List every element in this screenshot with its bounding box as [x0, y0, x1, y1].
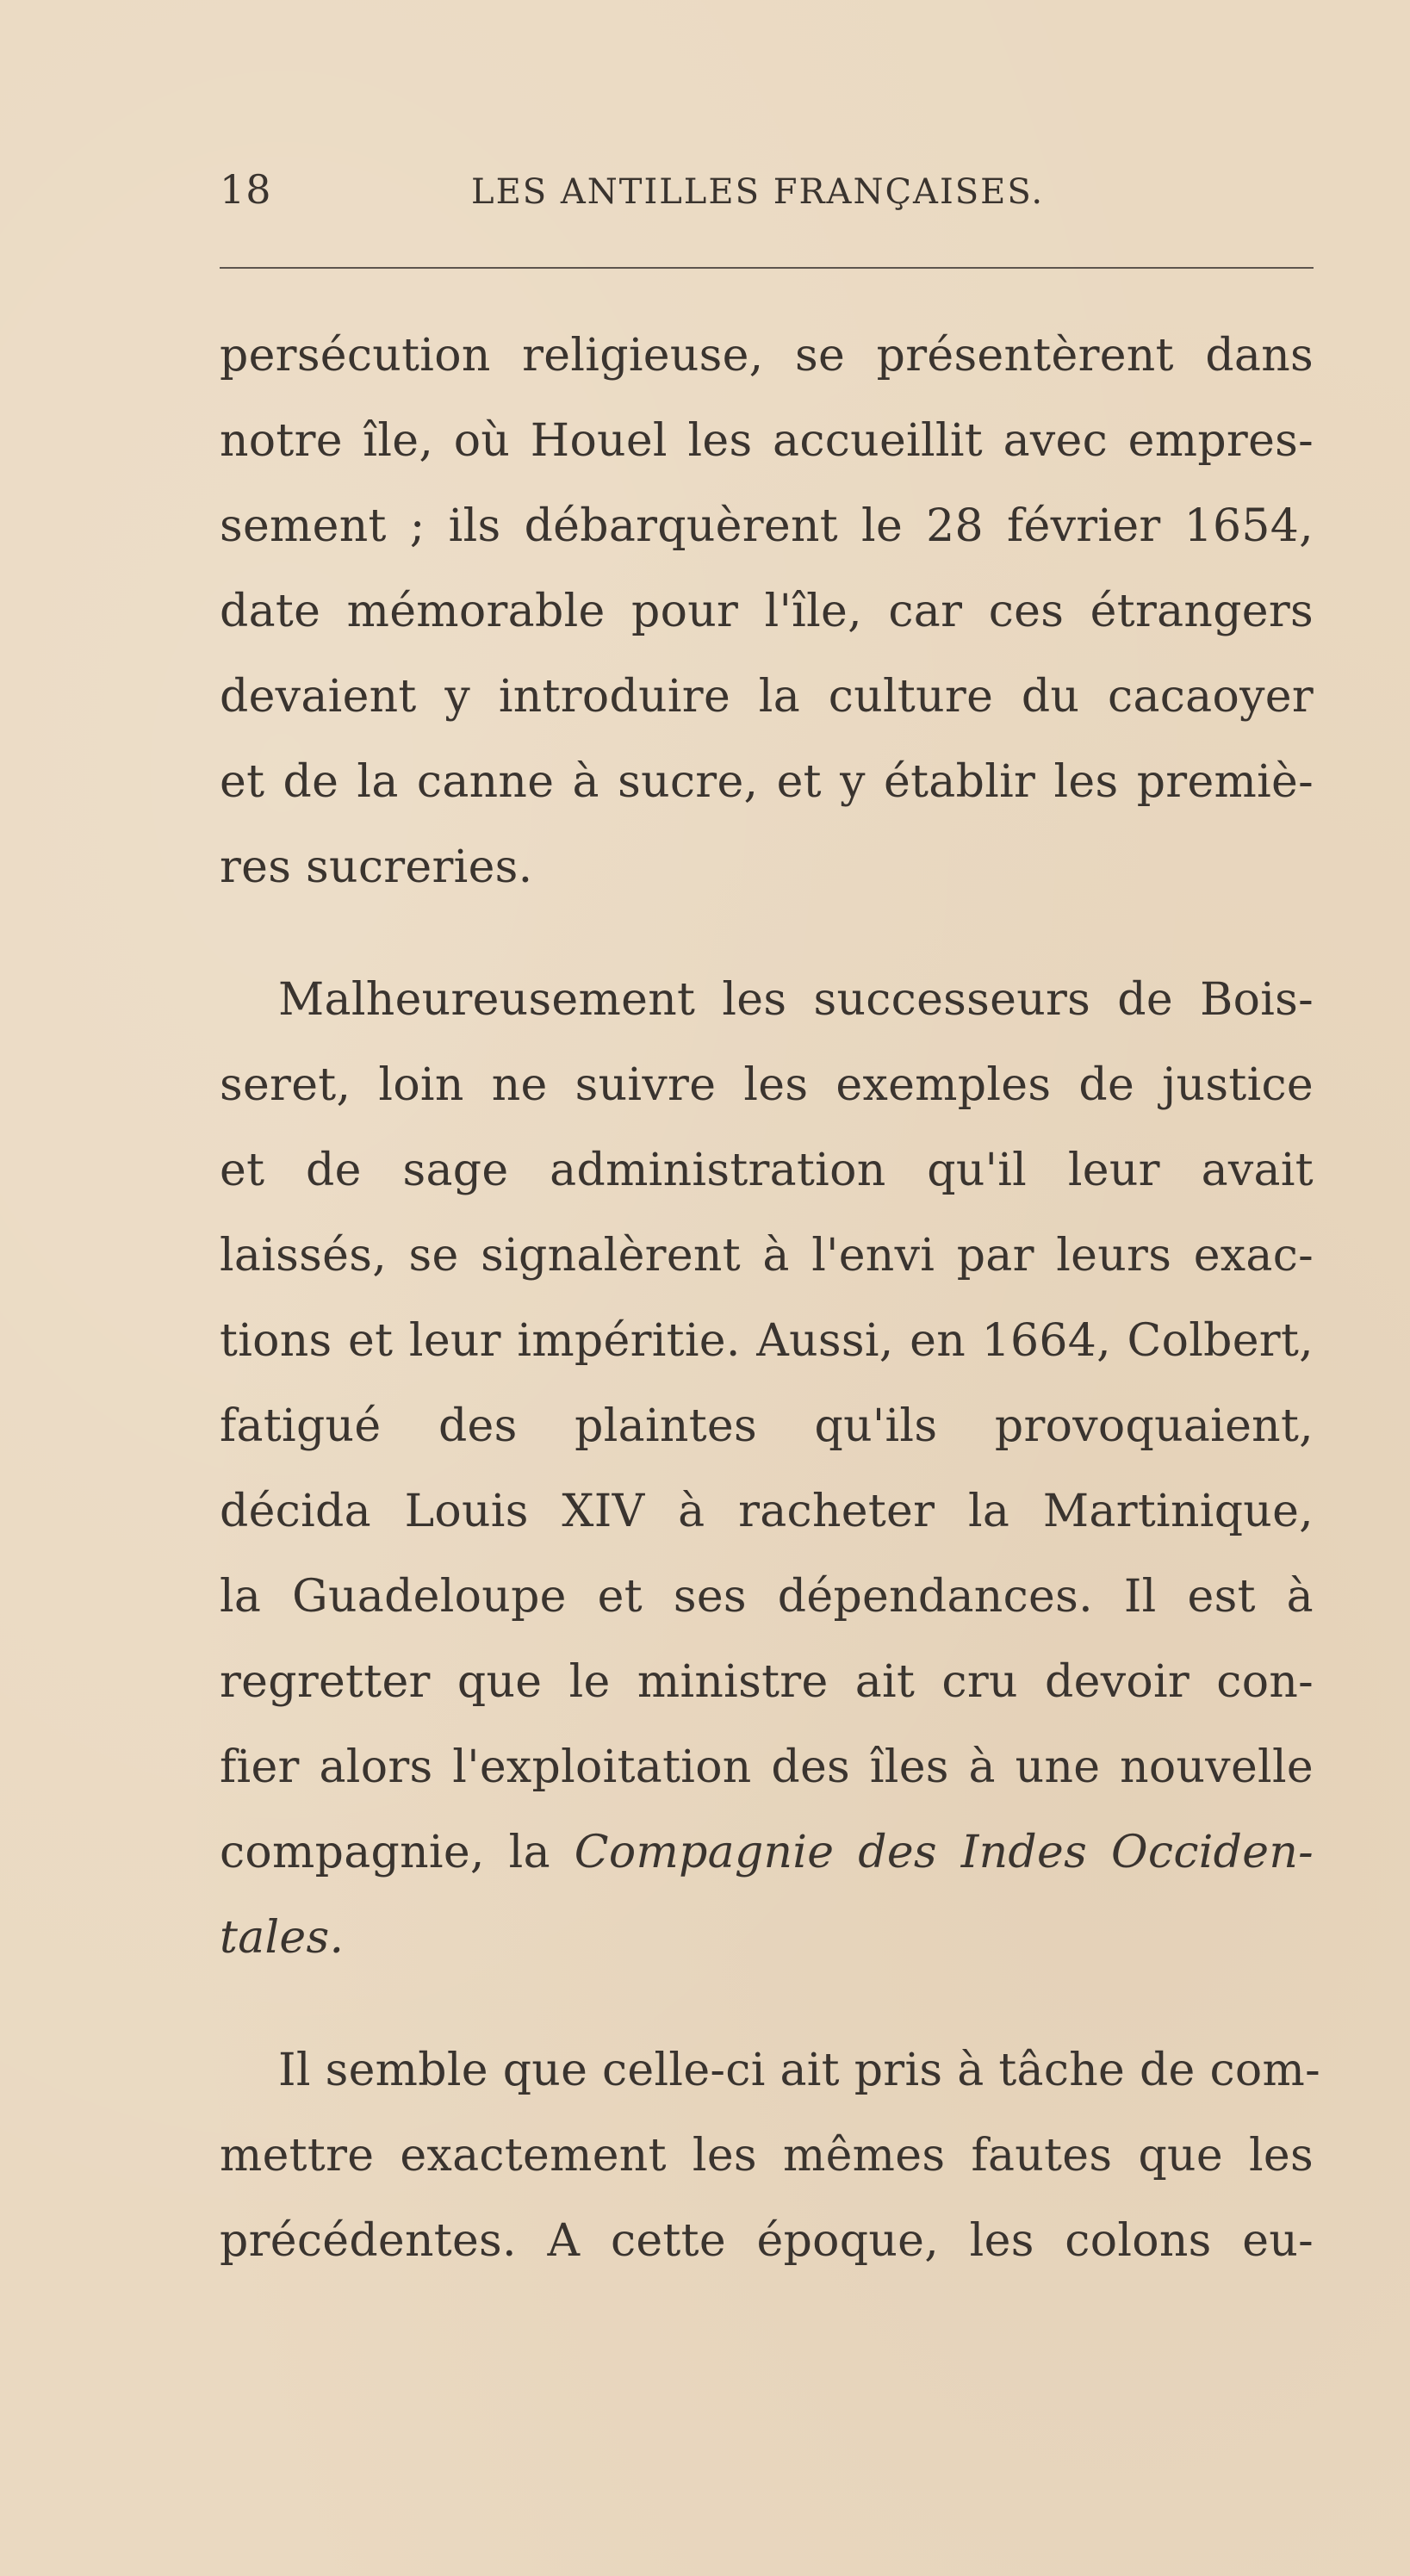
- paragraph-2: [220, 958, 1331, 1981]
- text-line: res sucreries.: [220, 841, 533, 893]
- text-line: et de la canne à sucre, et y établir les premiè-: [220, 756, 1314, 808]
- paragraph-gap: [220, 910, 1331, 958]
- text-line: sement ; ils débarquèrent le 28 février 1654,: [220, 500, 1314, 552]
- page-number: 18: [220, 166, 272, 213]
- italic-title-end: tales.: [220, 1912, 345, 1964]
- text-line: Malheureusement les successeurs de Bois-: [278, 974, 1314, 1026]
- text-line: seret, loin ne suivre les exemples de justice: [220, 1059, 1314, 1111]
- text-line: Il semble que celle-ci ait pris à tâche de com-: [278, 2045, 1320, 2096]
- paragraph-1: [220, 313, 1331, 910]
- text-fragment: compagnie, la: [220, 1827, 575, 1878]
- italic-title: Compagnie des Indes Occiden-: [574, 1827, 1314, 1878]
- body-text: [220, 313, 1331, 2284]
- text-line-with-italic: [220, 1810, 1314, 1896]
- text-line: fatigué des plaintes qu'ils provoquaient,: [220, 1400, 1314, 1452]
- header-rule: [220, 267, 1314, 269]
- text-line: la Guadeloupe et ses dépendances. Il est à: [220, 1571, 1314, 1623]
- text-line: mettre exactement les mêmes fautes que les: [220, 2130, 1314, 2182]
- text-line: [220, 1896, 1331, 1981]
- text-line: décida Louis XIV à racheter la Martinique,: [220, 1486, 1314, 1537]
- text-line: persécution religieuse, se présentèrent dans: [220, 330, 1314, 382]
- text-line: précédentes. A cette époque, les colons eu-: [220, 2215, 1314, 2267]
- running-title: LES ANTILLES FRANÇAISES.: [471, 172, 1045, 212]
- paragraph-gap: [220, 1981, 1331, 2028]
- text-line: laissés, se signalèrent à l'envi par leurs exac-: [220, 1230, 1314, 1282]
- text-line: tions et leur impéritie. Aussi, en 1664, Colbert,: [220, 1315, 1314, 1367]
- text-line: et de sage administration qu'il leur avait: [220, 1145, 1314, 1196]
- text-line: regretter que le ministre ait cru devoir con-: [220, 1656, 1314, 1708]
- text-line: devaient y introduire la culture du cacaoyer: [220, 671, 1314, 723]
- page-header: [220, 164, 1314, 224]
- text-line: notre île, où Houel les accueillit avec empres-: [220, 415, 1314, 467]
- text-line: date mémorable pour l'île, car ces étrangers: [220, 586, 1314, 637]
- text-line: fier alors l'exploitation des îles à une nouvelle: [220, 1741, 1314, 1793]
- paragraph-3: [220, 2028, 1331, 2284]
